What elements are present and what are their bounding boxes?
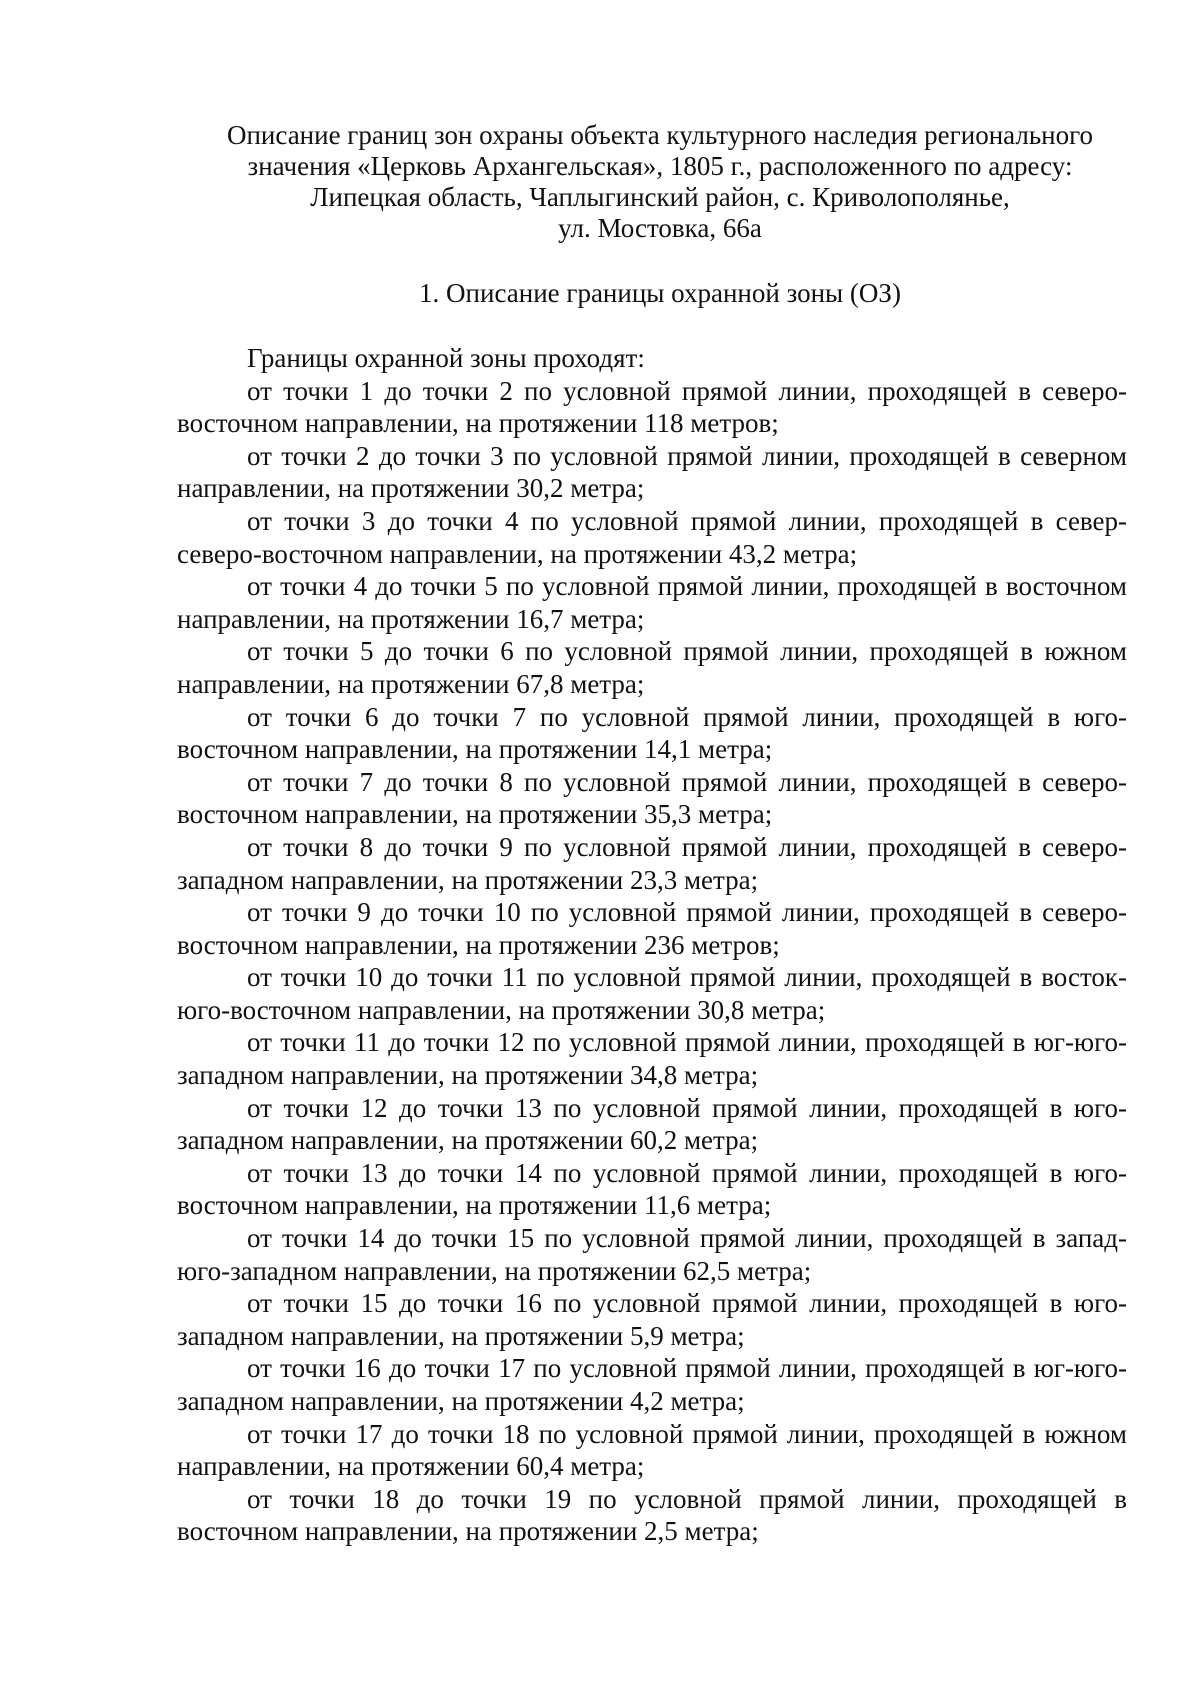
- boundary-paragraph-17: от точки 17 до точки 18 по условной прямой линии, проходящей в южном направлении, на протяжении 60,4 метра;: [177, 1418, 1127, 1482]
- boundary-paragraph-3: от точки 3 до точки 4 по условной прямой линии, проходящей в север-северо-восточном направлении, на протяжении 43,2 метра;: [177, 505, 1127, 569]
- boundary-paragraph-18: от точки 18 до точки 19 по условной прямой линии, проходящей в восточном направлении, на протяжении 2,5 метра;: [177, 1483, 1127, 1547]
- boundary-paragraph-9: от точки 9 до точки 10 по условной прямой линии, проходящей в северо-восточном направлении, на протяжении 236 метров;: [177, 897, 1127, 960]
- boundary-paragraph-2: от точки 2 до точки 3 по условной прямой линии, проходящей в северном направлении, на протяжении 30,2 метра;: [177, 440, 1127, 504]
- boundary-paragraph-4: от точки 4 до точки 5 по условной прямой линии, проходящей в восточном направлении, на протяжении 16,7 метра;: [177, 571, 1127, 634]
- document-body: [177, 342, 1127, 1548]
- boundary-paragraph-7: от точки 7 до точки 8 по условной прямой линии, проходящей в северо-восточном направлении, на протяжении 35,3 метра;: [177, 766, 1127, 830]
- boundary-paragraph-1: от точки 1 до точки 2 по условной прямой линии, проходящей в северо-восточном направлении, на протяжении 118 метров;: [177, 375, 1127, 439]
- boundary-paragraph-13: от точки 13 до точки 14 по условной прямой линии, проходящей в юго-восточном направлении, на протяжении 11,6 метра;: [177, 1157, 1127, 1221]
- boundary-paragraph-12: от точки 12 до точки 13 по условной прямой линии, проходящей в юго-западном направлении, на протяжении 60,2 метра;: [177, 1092, 1127, 1156]
- title-line-4: ул. Мостовка, 66а: [558, 213, 762, 243]
- boundary-paragraph-10: от точки 10 до точки 11 по условной прямой линии, проходящей в восток-юго-восточном направлении, на протяжении 30,8 метра;: [177, 962, 1127, 1025]
- boundary-paragraph-5: от точки 5 до точки 6 по условной прямой линии, проходящей в южном направлении, на протяжении 67,8 метра;: [177, 636, 1127, 699]
- document-title: [200, 120, 1120, 244]
- title-line-1: Описание границ зон охраны объекта культурного наследия регионального: [226, 120, 1094, 150]
- boundary-paragraph-14: от точки 14 до точки 15 по условной прямой линии, проходящей в запад-юго-западном направлении, на протяжении 62,5 метра;: [177, 1223, 1127, 1286]
- intro-paragraph: Границы охранной зоны проходят:: [247, 343, 645, 373]
- boundary-paragraph-15: от точки 15 до точки 16 по условной прямой линии, проходящей в юго-западном направлении, на протяжении 5,9 метра;: [177, 1288, 1127, 1351]
- boundary-paragraph-11: от точки 11 до точки 12 по условной прямой линии, проходящей в юг-юго-западном направлении, на протяжении 34,8 метра;: [177, 1027, 1127, 1091]
- title-line-3: Липецкая область, Чаплыгинский район, с. Криволополянье,: [310, 182, 1010, 212]
- boundary-paragraph-16: от точки 16 до точки 17 по условной прямой линии, проходящей в юг-юго-западном направлении, на протяжении 4,2 метра;: [177, 1353, 1127, 1416]
- boundary-paragraph-6: от точки 6 до точки 7 по условной прямой линии, проходящей в юго-восточном направлении, на протяжении 14,1 метра;: [177, 701, 1127, 765]
- section-heading: 1. Описание границы охранной зоны (ОЗ): [419, 278, 901, 308]
- title-line-2: значения «Церковь Архангельская», 1805 г., расположенного по адресу:: [247, 151, 1073, 181]
- boundary-paragraph-8: от точки 8 до точки 9 по условной прямой линии, проходящей в северо-западном направлении, на протяжении 23,3 метра;: [177, 831, 1127, 895]
